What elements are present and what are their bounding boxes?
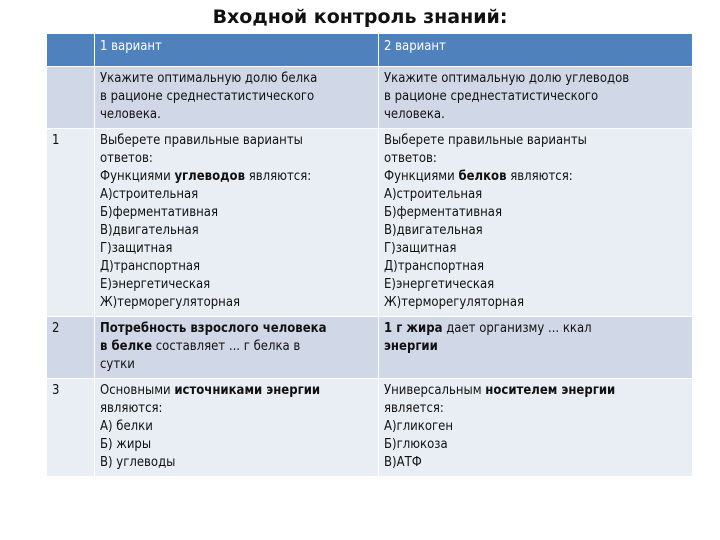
cell-line: человека. — [384, 107, 445, 122]
answer-option: В)АТФ — [384, 455, 422, 470]
question-line: Выберете правильные варианты — [100, 133, 303, 148]
cell-line: человека. — [100, 107, 161, 122]
text-part: Функциями — [384, 169, 459, 184]
answer-option: В)двигательная — [100, 223, 199, 238]
row-number: 1 — [47, 129, 95, 317]
answer-option: Г)защитная — [100, 241, 173, 256]
question-line: Выберете правильные варианты — [384, 133, 587, 148]
table-row — [47, 129, 693, 317]
keyword: Потребность взрослого человека — [100, 321, 327, 336]
table-row — [47, 317, 693, 379]
question-line — [100, 338, 373, 356]
keyword: белков — [458, 169, 507, 184]
question-line — [100, 382, 373, 400]
table-row — [47, 67, 693, 129]
answer-option: Е)энергетическая — [384, 277, 495, 292]
cell-line: Укажите оптимальную долю белка — [100, 71, 318, 86]
question-line — [100, 168, 373, 186]
variant-2-cell — [379, 379, 693, 477]
text-part: Функциями — [100, 169, 175, 184]
answer-option: В)двигательная — [384, 223, 483, 238]
answer-option: Ж)терморегуляторная — [384, 295, 525, 310]
answer-option: А)гликоген — [384, 419, 453, 434]
answer-option: Б)ферментативная — [384, 205, 503, 220]
variant-1-cell — [95, 317, 379, 379]
variant-2-cell — [379, 317, 693, 379]
table-row — [47, 379, 693, 477]
keyword: носителем энергии — [485, 383, 616, 398]
question-line — [384, 338, 687, 356]
row-number: 2 — [47, 317, 95, 379]
header-variant-2: 2 вариант — [379, 34, 693, 67]
row-number — [47, 67, 95, 129]
variant-1-cell — [95, 67, 379, 129]
keyword: углеводов — [174, 169, 245, 184]
answer-option: Е)энергетическая — [100, 277, 211, 292]
table-header-row — [47, 34, 693, 67]
answer-option: Б) жиры — [100, 437, 152, 452]
variant-1-cell — [95, 379, 379, 477]
row-number: 3 — [47, 379, 95, 477]
header-number-cell — [47, 34, 95, 67]
answer-option: Ж)терморегуляторная — [100, 295, 241, 310]
question-line: являются: — [100, 401, 163, 416]
keyword: в белке — [100, 339, 153, 354]
cell-line: в рационе среднестатистического — [100, 89, 315, 104]
keyword: источниками энергии — [174, 383, 321, 398]
text-part: составляет ... г белка в — [152, 339, 301, 354]
answer-option: А) белки — [100, 419, 153, 434]
answer-option: А)строительная — [100, 187, 199, 202]
quiz-table — [46, 33, 693, 477]
variant-2-cell — [379, 129, 693, 317]
answer-option: Б)глюкоза — [384, 437, 448, 452]
cell-line: Укажите оптимальную долю углеводов — [384, 71, 630, 86]
question-line — [384, 382, 687, 400]
keyword: 1 г жира — [384, 321, 443, 336]
variant-2-cell — [379, 67, 693, 129]
answer-option: В) углеводы — [100, 455, 176, 470]
variant-1-cell — [95, 129, 379, 317]
answer-option: Д)транспортная — [384, 259, 485, 274]
text-part: являются: — [245, 169, 312, 184]
answer-option: А)строительная — [384, 187, 483, 202]
question-line — [100, 320, 373, 338]
answer-option: Г)защитная — [384, 241, 457, 256]
answer-option: Д)транспортная — [100, 259, 201, 274]
question-line: ответов: — [384, 151, 437, 166]
text-part: Универсальным — [384, 383, 486, 398]
text-part: являются: — [506, 169, 573, 184]
question-line — [384, 168, 687, 186]
text-part: Основными — [100, 383, 175, 398]
question-line — [384, 320, 687, 338]
question-line: ответов: — [100, 151, 153, 166]
text-part: дает организму ... ккал — [442, 321, 592, 336]
header-variant-1: 1 вариант — [95, 34, 379, 67]
question-line: является: — [384, 401, 444, 416]
question-line: сутки — [100, 357, 135, 372]
answer-option: Б)ферментативная — [100, 205, 219, 220]
cell-line: в рационе среднестатистического — [384, 89, 599, 104]
page-title: Входной контроль знаний: — [212, 6, 508, 28]
keyword: энергии — [384, 339, 438, 354]
